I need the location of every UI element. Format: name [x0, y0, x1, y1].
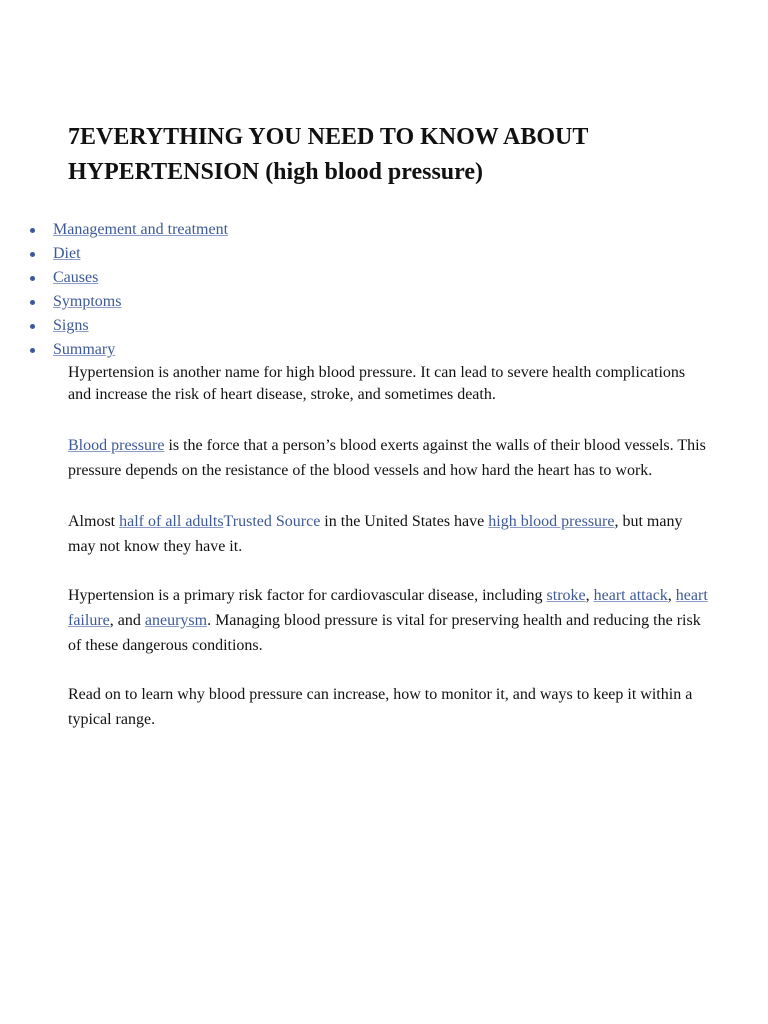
- link-blood-pressure[interactable]: Blood pressure: [68, 437, 165, 454]
- prevalence-paragraph: [68, 509, 708, 559]
- toc-item-symptoms: [30, 290, 228, 314]
- separator-text: ,: [667, 587, 676, 604]
- bullet-icon: [30, 348, 35, 353]
- separator-text: , and: [109, 612, 145, 629]
- table-of-contents: [30, 218, 228, 362]
- article-body: [68, 362, 708, 732]
- title-line-1: 7EVERYTHING YOU NEED TO KNOW ABOUT: [68, 124, 589, 150]
- blood-pressure-paragraph: [68, 433, 708, 483]
- toc-link-summary[interactable]: Summary: [53, 341, 116, 358]
- title-line-2: HYPERTENSION (high blood pressure): [68, 159, 484, 185]
- paragraph-text: is the force that a person’s blood exerts against the walls of their blood vessels. This pressure depends on the resistance of the blood vessels and how hard the heart has to work.: [68, 437, 706, 479]
- bullet-icon: [30, 228, 35, 233]
- link-stroke[interactable]: stroke: [546, 587, 586, 604]
- bullet-icon: [30, 276, 35, 281]
- paragraph-text: Hypertension is a primary risk factor for cardiovascular disease, including: [68, 587, 547, 604]
- read-on-paragraph: Read on to learn why blood pressure can increase, how to monitor it, and ways to keep it within a typical range.: [68, 686, 693, 728]
- bullet-icon: [30, 324, 35, 329]
- paragraph-text: Almost: [68, 513, 120, 530]
- toc-link-causes[interactable]: Causes: [53, 269, 99, 286]
- link-heart-failure[interactable]: heart failure: [68, 587, 708, 629]
- paragraph-text: in the United States have: [320, 513, 489, 530]
- link-aneurysm[interactable]: aneurysm: [144, 612, 208, 629]
- toc-link-management[interactable]: Management and treatment: [53, 221, 229, 238]
- toc-item-causes: [30, 266, 228, 290]
- link-half-of-all-adults[interactable]: half of all adults: [119, 513, 224, 530]
- bullet-icon: [30, 300, 35, 305]
- trusted-source-label[interactable]: Trusted Source: [223, 513, 321, 530]
- toc-item-signs: [30, 314, 228, 338]
- toc-item-summary: [30, 338, 228, 362]
- risk-factor-paragraph: [68, 583, 708, 658]
- paragraph-text: , but many may not know they have it.: [68, 513, 683, 555]
- bullet-icon: [30, 252, 35, 257]
- toc-link-diet[interactable]: Diet: [53, 245, 81, 262]
- toc-link-symptoms[interactable]: Symptoms: [53, 293, 122, 310]
- toc-link-signs[interactable]: Signs: [53, 317, 89, 334]
- page-title: [68, 120, 708, 190]
- link-heart-attack[interactable]: heart attack: [593, 587, 668, 604]
- separator-text: ,: [585, 587, 594, 604]
- intro-paragraph: Hypertension is another name for high blood pressure. It can lead to severe health complications and increase the risk of heart disease, stroke, and sometimes death.: [68, 364, 686, 403]
- toc-item-diet: [30, 242, 228, 266]
- link-high-blood-pressure[interactable]: high blood pressure: [488, 513, 615, 530]
- paragraph-text: . Managing blood pressure is vital for preserving health and reducing the risk of these dangerous conditions.: [68, 612, 701, 654]
- toc-item-management: [30, 218, 228, 242]
